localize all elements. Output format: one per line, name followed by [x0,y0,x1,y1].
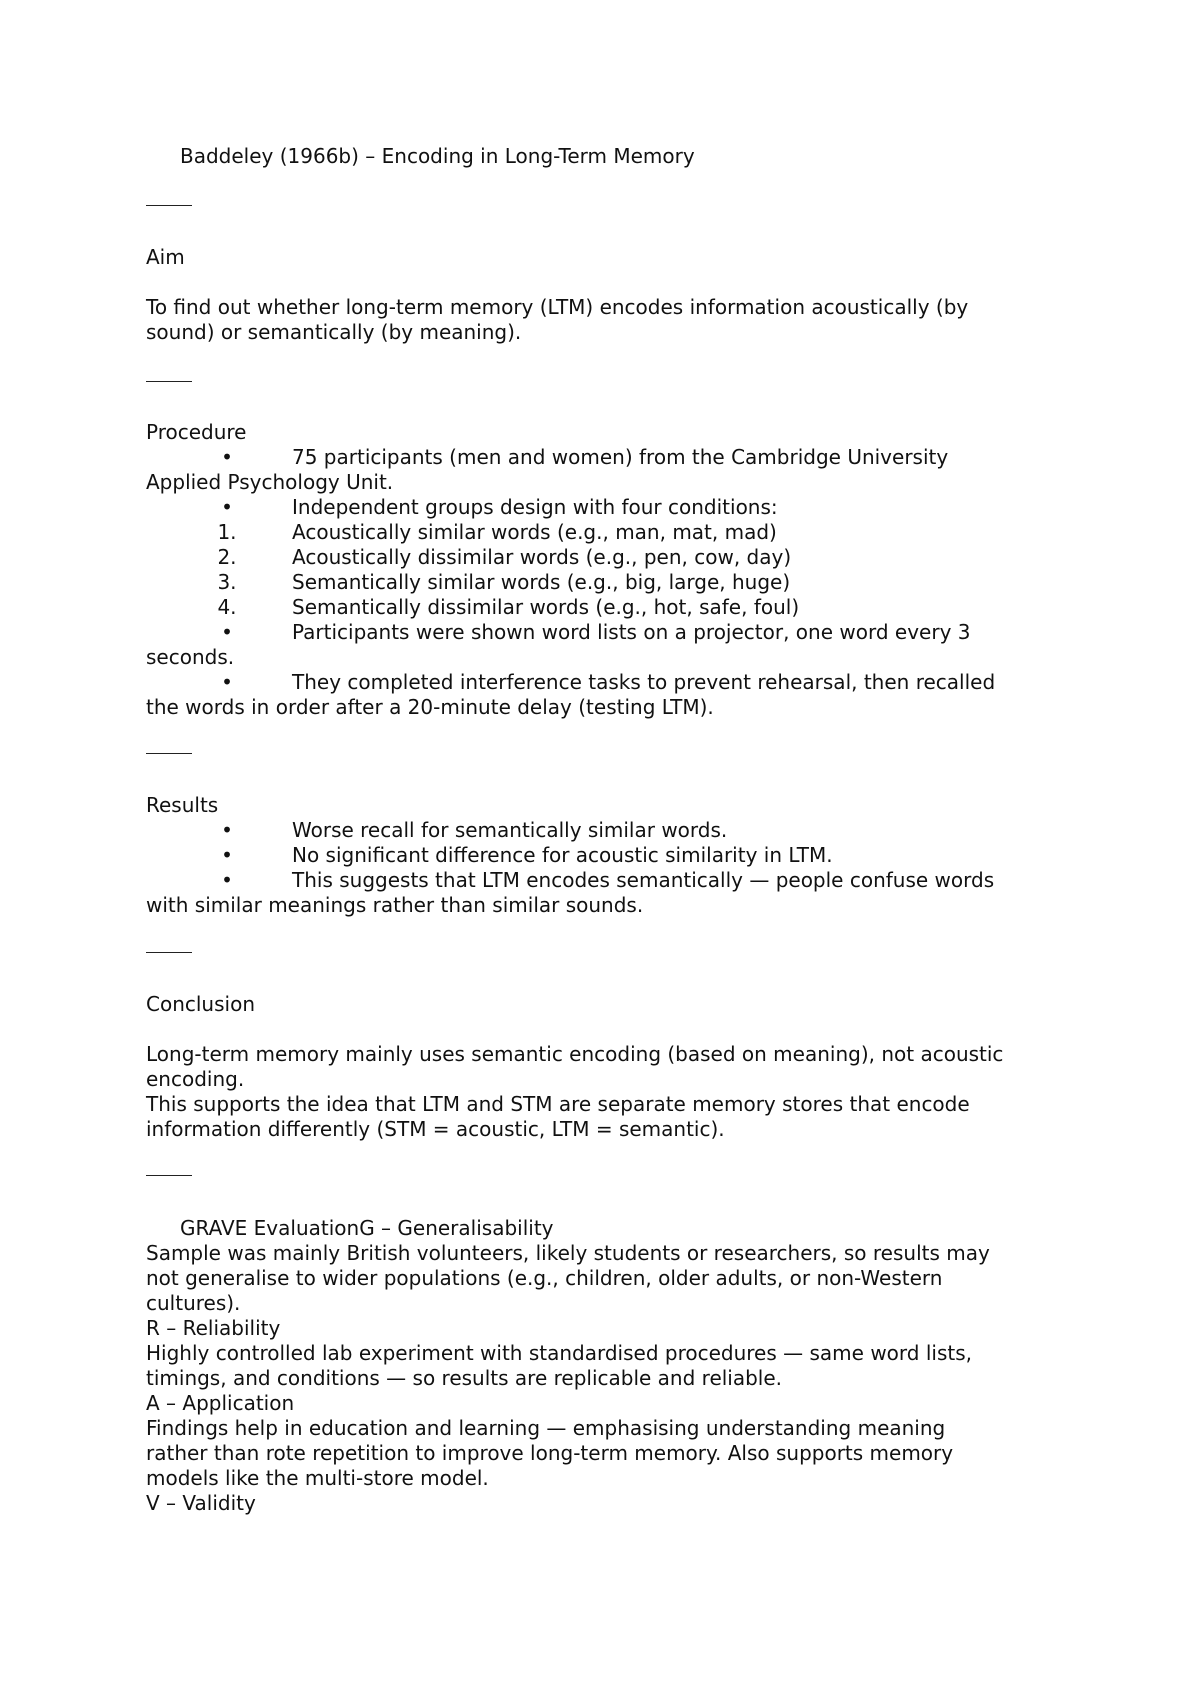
numbered-marker: 2. [217,545,237,569]
aim-heading: Aim [146,245,185,269]
conclusion-text-line: Long-term memory mainly uses semantic encoding (based on meaning), not acoustic [146,1042,1004,1066]
validity-heading: V – Validity [146,1491,256,1515]
aim-text-line: To find out whether long-term memory (LTM) encodes information acoustically (by [146,295,969,319]
procedure-heading: Procedure [146,420,247,444]
procedure-bullet-text: Independent groups design with four conditions: [292,495,778,519]
results-bullet-text: Worse recall for semantically similar words. [292,818,728,842]
section-divider [146,205,192,206]
procedure-bullet-continuation: seconds. [146,645,235,669]
bullet-marker: • [221,495,233,519]
grave-heading: GRAVE EvaluationG – Generalisability [180,1216,554,1240]
section-divider [146,952,192,953]
generalisability-text-line: Sample was mainly British volunteers, likely students or researchers, so results may [146,1241,990,1265]
application-heading: A – Application [146,1391,295,1415]
bullet-marker: • [221,670,233,694]
results-bullet-text: This suggests that LTM encodes semantically — people confuse words [292,868,995,892]
conclusion-text-line: information differently (STM = acoustic, LTM = semantic). [146,1117,725,1141]
procedure-bullet-text: 75 participants (men and women) from the Cambridge University [292,445,949,469]
application-text-line: rather than rote repetition to improve long-term memory. Also supports memory [146,1441,954,1465]
section-divider [146,381,192,382]
numbered-marker: 1. [217,520,237,544]
application-text-line: models like the multi-store model. [146,1466,489,1490]
results-bullet-continuation: with similar meanings rather than similar sounds. [146,893,644,917]
application-text-line: Findings help in education and learning — emphasising understanding meaning [146,1416,946,1440]
procedure-bullet-continuation: Applied Psychology Unit. [146,470,394,494]
bullet-marker: • [221,620,233,644]
generalisability-text-line: not generalise to wider populations (e.g., children, older adults, or non-Western [146,1266,943,1290]
results-heading: Results [146,793,219,817]
reliability-text-line: Highly controlled lab experiment with standardised procedures — same word lists, [146,1341,972,1365]
conclusion-text-line: This supports the idea that LTM and STM are separate memory stores that encode [146,1092,970,1116]
procedure-bullet-text: Participants were shown word lists on a projector, one word every 3 [292,620,971,644]
section-divider [146,1175,192,1176]
bullet-marker: • [221,868,233,892]
aim-text-line: sound) or semantically (by meaning). [146,320,522,344]
bullet-marker: • [221,818,233,842]
numbered-marker: 4. [217,595,237,619]
bullet-marker: • [221,843,233,867]
condition-item-text: Semantically dissimilar words (e.g., hot, safe, foul) [292,595,800,619]
document-title: Baddeley (1966b) – Encoding in Long-Term Memory [180,144,695,168]
section-divider [146,753,192,754]
reliability-heading: R – Reliability [146,1316,281,1340]
conclusion-heading: Conclusion [146,992,255,1016]
procedure-bullet-text: They completed interference tasks to prevent rehearsal, then recalled [292,670,996,694]
procedure-bullet-continuation: the words in order after a 20-minute delay (testing LTM). [146,695,714,719]
conclusion-text-line: encoding. [146,1067,245,1091]
generalisability-text-line: cultures). [146,1291,241,1315]
condition-item-text: Acoustically similar words (e.g., man, mat, mad) [292,520,777,544]
numbered-marker: 3. [217,570,237,594]
condition-item-text: Acoustically dissimilar words (e.g., pen, cow, day) [292,545,792,569]
reliability-text-line: timings, and conditions — so results are replicable and reliable. [146,1366,783,1390]
results-bullet-text: No significant difference for acoustic similarity in LTM. [292,843,833,867]
condition-item-text: Semantically similar words (e.g., big, large, huge) [292,570,791,594]
bullet-marker: • [221,445,233,469]
